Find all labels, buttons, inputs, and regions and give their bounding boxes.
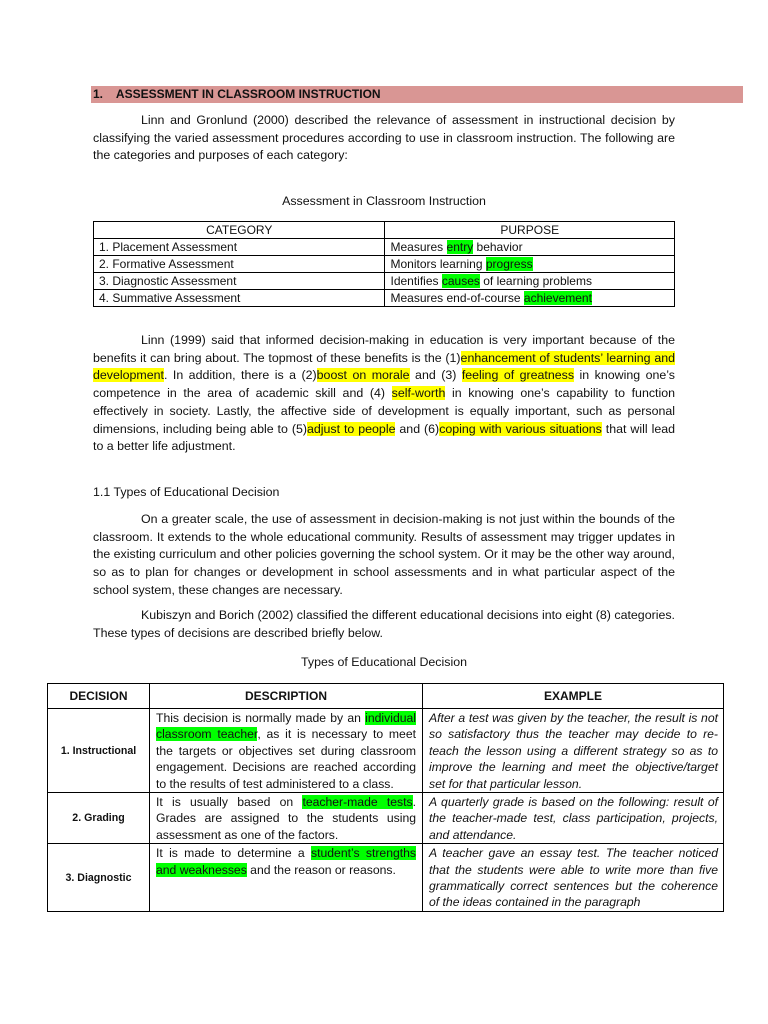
highlight: progress [485,257,533,271]
text: Measures [390,240,447,254]
highlight: causes [441,274,480,288]
example-cell: After a test was given by the teacher, the result is not so satisfactory thus the teacher may decide to re-teach the lesson using a different strategy so as to improve the learning and meet the objective/target set for that particular lesson. [423,709,724,793]
text: in knowing one’s capability to function effectively in society. Lastly, the affective side of development is equally important, such as personal dimensions, including being able to (5) [93,386,676,436]
table1-title: Assessment in Classroom Instruction [282,194,486,208]
highlight: coping with various situations [439,421,602,436]
text: Measures end-of-course [390,291,524,305]
text: . Grades are assigned to the students using assessment as one of the factors. [156,795,416,842]
text: that will lead to a better life adjustment. [93,421,675,454]
text: It is made to determine a [156,846,312,861]
decision-table [47,683,724,912]
category-cell: 4. Summative Assessment [94,290,385,307]
table2-title: Types of Educational Decision [301,655,467,669]
text: . In addition, there is a (2) [163,368,317,383]
text: and the reason or reasons. [246,862,396,877]
text: in knowing one’s competence in the area of academic skill and (4) [93,368,675,401]
text: This decision is normally made by an [156,711,366,725]
scale-paragraph: On a greater scale, the use of assessment in decision-making is not just within the bounds of the classroom. It extends to the whole educational community. Results of assessment may trigger updates in the existing curriculum and other policies governing the school system. Or it may be the other way around, so as to plan for changes or development in school assessments and in what particular aspect of the school system, these changes are necessary. [93,512,675,597]
table-row [48,793,724,844]
table-header-row [94,222,675,239]
table-row [94,256,675,273]
example-cell: A teacher gave an essay test. The teacher noticed that the students were able to write more than five grammatically correct sentences but the coherence of the ideas contained in the paragraph [423,844,724,912]
text: Identifies [390,274,442,288]
category-cell: 1. Placement Assessment [94,239,385,256]
text: , as it is necessary to meet the targets or objectives set during classroom engagement. Decisions are reached according to the results of test administered to a class. [156,727,416,791]
column-header: CATEGORY [94,222,385,239]
table-header-row [48,684,724,709]
highlight: self-worth [391,386,446,401]
text: It is usually based on [156,795,303,810]
table-row [94,239,675,256]
assessment-table [93,221,675,307]
table-row [48,844,724,912]
highlight: teacher-made tests [302,795,413,810]
text: Linn (1999) said that informed decision-making in education is very important because of the benefits it can bring about. The topmost of these benefits is the (1) [93,333,675,365]
highlight: adjust to people [306,421,396,436]
subsection-title: 1.1 Types of Educational Decision [93,485,280,499]
description-cell [150,793,423,844]
column-header: PURPOSE [385,222,675,239]
text: behavior [473,240,523,254]
highlight: entry [446,240,474,254]
highlight: student’s strengths and weaknesses [156,846,417,877]
text: and (6) [395,421,440,436]
category-cell: 2. Formative Assessment [94,256,385,273]
highlight: achievement [523,291,592,305]
table-row [94,290,675,307]
section-heading [91,86,743,103]
highlight: individual classroom teacher [156,711,416,742]
highlight: feeling of greatness [461,368,575,383]
column-header: EXAMPLE [423,684,724,709]
section-heading-number: 1. [93,87,104,101]
purpose-cell [385,256,675,273]
category-cell: 3. Diagnostic Assessment [94,273,385,290]
column-header: DESCRIPTION [150,684,423,709]
purpose-cell [385,290,675,307]
column-header: DECISION [48,684,150,709]
intro-paragraph: Linn and Gronlund (2000) described the relevance of assessment in instructional decision by classifying the varied assessment procedures according to use in classroom instruction. The following are the categories and purposes of each category: [93,113,675,163]
decision-cell: 3. Diagnostic [48,844,150,912]
kubiszyn-paragraph: Kubiszyn and Borich (2002) classified the different educational decisions into eight (8) categories. These types of decisions are described briefly below. [93,608,675,640]
decision-cell: 1. Instructional [48,709,150,793]
text: of learning problems [479,274,592,288]
description-cell [150,844,423,912]
section-heading-text: ASSESSMENT IN CLASSROOM INSTRUCTION [115,87,381,101]
text: and (3) [409,368,462,383]
table-row [94,273,675,290]
highlight: enhancement of students’ learning and development [93,350,675,383]
text: Monitors learning [390,257,486,271]
example-cell: A quarterly grade is based on the following: result of the teacher-made test, class participation, projects, and attendance. [423,793,724,844]
highlight: boost on morale [316,368,410,383]
decision-cell: 2. Grading [48,793,150,844]
purpose-cell [385,273,675,290]
purpose-cell [385,239,675,256]
description-cell [150,709,423,793]
table-row [48,709,724,793]
benefits-paragraph [93,332,675,456]
